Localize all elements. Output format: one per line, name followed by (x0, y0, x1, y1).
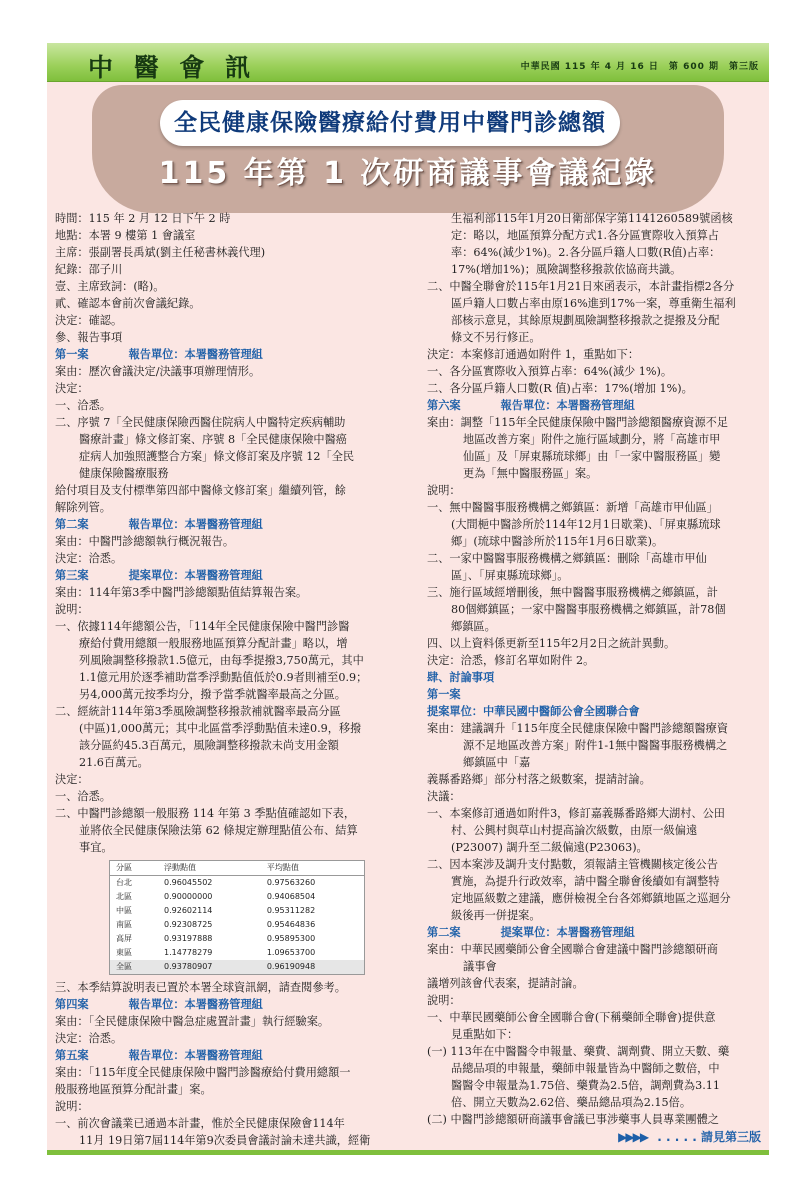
point-table-body (110, 876, 365, 975)
section-label: 第六案 (427, 398, 461, 412)
text-line: 該分區約45.3百萬元，風險調整移撥款未尚支用金額 (79, 739, 339, 752)
table-header-cell: 浮動點值 (158, 861, 261, 876)
text-line: 給付項目及支付標準第四部中醫條文修訂案」繼續列管，餘 (55, 484, 346, 497)
text-line: 案由：114年第3季中醫門診總額點值結算報告案。 (55, 586, 308, 599)
text-line: 一、中華民國藥師公會全國聯合會(下稱藥師全聯會)提供意 (427, 1011, 716, 1024)
text-line: 時間：115 年 2 月 12 日下午 2 時 (55, 212, 231, 225)
text-line: (大間梔中醫診所於114年12月1日歇業)、「屏東縣琉球 (451, 518, 721, 531)
text-line: 說明： (427, 994, 461, 1007)
title-line2: 115 年第 1 次研商議事會議紀錄 (158, 156, 658, 191)
table-row (110, 876, 365, 891)
text-line: 二、中醫門診總額一般服務 114 年第 3 季點值確認如下表， (55, 807, 356, 820)
text-line: 定地區級數之建議，應併檢視全台各郊鄉鎮地區之巡迴分 (451, 892, 731, 905)
text-line: 列風險調整移撥款1.5億元，由每季提撥3,750萬元，其中 (79, 654, 364, 667)
text-line: 一、本案修訂通過如附件3，修訂嘉義縣番路鄉大湖村、公田 (427, 807, 725, 820)
table-row (110, 918, 365, 932)
text-line: 一、前次會議業已通過本計畫，惟於全民健康保險會114年 (55, 1117, 345, 1130)
text-line: 案由：中華民國藥師公會全國聯合會建議中醫門診總額研商 (427, 943, 718, 956)
table-cell: 0.97563260 (266, 878, 316, 887)
footer-bar (47, 1150, 769, 1155)
text-line: 一、洽悉。 (55, 790, 111, 803)
text-line: 症病人加強照護整合方案」條文修訂案及序號 12「全民 (79, 450, 355, 463)
table-cell: 全區 (110, 960, 159, 975)
text-line: 般服務地區預算分配計畫」案。 (55, 1083, 212, 1096)
table-cell: 南區 (116, 920, 132, 929)
text-line: 決定：洽悉。 (55, 552, 123, 565)
text-line: 決定：洽悉，修訂名單如附件 2。 (427, 654, 595, 667)
section-unit: 提案單位：本署醫務管理組 (500, 925, 635, 939)
text-line: 壹、主席致詞：(略)。 (55, 280, 165, 293)
text-line: 提案單位：中華民國中醫師公會全國聯合會 (427, 704, 640, 718)
table-cell: 0.92308725 (164, 920, 213, 929)
table-row (110, 932, 365, 946)
continued-label: 請見第三版 (700, 1130, 761, 1144)
text-line: 議增列該會代表案，提請討論。 (427, 977, 584, 990)
text-line: 二、經統計114年第3季風險調整移撥款補就醫率最高分區 (55, 705, 341, 718)
text-line: 區戶籍人口數占率由原16%進到17%一案，尊重衛生福利 (451, 297, 736, 310)
text-line: 部核示意見，其餘原規劃風險調整移撥款之提撥及分配 (451, 314, 720, 327)
section-label: 第五案 (55, 1048, 89, 1062)
text-line: (一) 113年在中醫醫令申報量、藥費、調劑費、開立天數、藥 (427, 1045, 730, 1058)
table-cell: 北區 (116, 892, 132, 901)
text-line: 鄉鎮區。 (451, 620, 496, 633)
text-line: 案由：中醫門診總額執行概況報告。 (55, 535, 235, 548)
text-line: 三、施行區域經增刪後，無中醫醫事服務機構之鄉鎮區，計 (427, 586, 718, 599)
text-line: 療給付費用總額一般服務地區預算分配計畫」略以，增 (79, 637, 348, 650)
text-line: 更為「無中醫服務區」案。 (463, 467, 598, 480)
text-line: 解除列管。 (55, 501, 111, 514)
section-label: 第二案 (427, 925, 461, 939)
text-line (55, 996, 407, 1013)
text-line: 仙區」及「屏東縣琉球鄉」由「一家中醫服務區」變 (463, 450, 721, 463)
text-line: 二、各分區戶籍人口數(R 值)占率：17%(增加 1%)。 (427, 382, 693, 395)
section-unit: 提案單位：本署醫務管理組 (128, 568, 263, 582)
text-line: 決定： (55, 773, 89, 786)
section-label: 第二案 (55, 517, 89, 531)
text-line: (中區)1,000萬元；其中北區當季浮動點值未達0.9，移撥 (79, 722, 362, 735)
text-line: 決定：本案修訂通過如附件 1，重點如下： (427, 348, 640, 361)
table-cell: 1.09653700 (266, 948, 316, 957)
section-unit: 報告單位：本署醫務管理組 (128, 997, 263, 1011)
table-row (110, 946, 365, 960)
text-line: 21.6百萬元。 (79, 756, 149, 769)
section-label: 第一案 (55, 347, 89, 361)
text-line: 參、報告事項 (55, 331, 123, 344)
table-header-cell: 分區 (110, 861, 159, 876)
text-line: 區」、「屏東縣琉球鄉」。 (451, 569, 569, 582)
text-line: 義縣番路鄉」部分村落之級數案，提請討論。 (427, 773, 651, 786)
text-line: 一、洽悉。 (55, 399, 111, 412)
text-line: 條文不另行修正。 (451, 331, 541, 344)
text-line: 健康保險醫療服務 (79, 467, 169, 480)
text-line: 第一案 (427, 687, 461, 701)
title-line1-box (160, 100, 620, 146)
point-value-table (109, 860, 365, 975)
table-cell: 中區 (116, 906, 132, 915)
table-cell: 0.94068504 (266, 892, 316, 901)
table-cell: 東區 (116, 948, 132, 957)
text-line: 決議： (427, 790, 461, 803)
text-line: 二、序號 7「全民健康保險西醫住院病人中醫特定疾病輔助 (55, 416, 346, 429)
text-line: 村、公興村與草山村提高論次級數，由原一級偏遠 (451, 824, 698, 837)
section-label: 第三案 (55, 568, 89, 582)
table-row (110, 960, 365, 975)
table-cell: 0.95895300 (266, 934, 316, 943)
table-row (110, 904, 365, 918)
text-line: 11月 19日第7屆114年第9次委員會議討論未達共識，經衛 (79, 1134, 371, 1147)
text-line (427, 397, 763, 414)
text-line: 醫醫令申報量為1.75倍、藥費為2.5倍，調劑費為3.11 (451, 1079, 720, 1092)
table-header-cell: 平均點值 (261, 861, 365, 876)
text-line: 案由：調整「115年全民健康保險中醫門診總額醫療資源不足 (427, 416, 729, 429)
text-line: 案由：「115年度全民健康保險中醫門診醫療給付費用總額一 (55, 1066, 351, 1079)
text-line: 實施，為提升行政效率，請中醫全聯會後續如有調整特 (451, 875, 720, 888)
text-line: 二、因本案涉及調升支付點數，須報請主管機關核定後公告 (427, 858, 718, 871)
table-cell: 0.95311282 (266, 906, 316, 915)
table-cell: 高屏 (116, 934, 132, 943)
section-label: 第四案 (55, 997, 89, 1011)
table-cell: 0.93780907 (158, 960, 261, 975)
text-line: 決定：洽悉。 (55, 1032, 123, 1045)
text-line: 一、依據114年總額公告，「114年全民健康保險中醫門診醫 (55, 620, 350, 633)
text-line: (二) 中醫門診總額研商議事會議已事涉藥事人員專業團體之 (427, 1113, 719, 1126)
text-line: 議事會 (463, 960, 497, 973)
section-unit: 報告單位：本署醫務管理組 (500, 398, 635, 412)
left-lines (55, 210, 407, 856)
text-line: 案由：建議調升「115年度全民健康保險中醫門診總額醫療資 (427, 722, 729, 735)
right-column (427, 210, 763, 1128)
text-line: 級後再一併提案。 (451, 909, 541, 922)
text-line: 案由：歷次會議決定/決議事項辦理情形。 (55, 365, 261, 378)
table-cell: 0.96190948 (261, 960, 365, 975)
text-line: 決定： (55, 382, 89, 395)
table-cell: 0.95464836 (266, 920, 316, 929)
text-line: 倍、開立天數為2.62倍、藥品總品項為2.15倍。 (451, 1096, 692, 1109)
masthead: 中 醫 會 訊 (88, 53, 257, 82)
text-line: 案由：「全民健康保險中醫急症處置計畫」執行經驗案。 (55, 1015, 330, 1028)
text-line: 地區改善方案」附件之施行區域劃分，將「高雄市甲 (463, 433, 721, 446)
continued-dots: . . . . . (657, 1130, 697, 1144)
point-table-header (110, 861, 365, 876)
arrows-icon: ▶▶▶▶ (618, 1130, 648, 1144)
text-line: 醫療計畫」條文修訂案、序號 8「全民健康保險中醫癌 (79, 433, 347, 446)
text-line: 二、一家中醫醫事服務機構之鄉鎮區：刪除「高雄市甲仙 (427, 552, 707, 565)
text-line (427, 924, 763, 941)
text-line: 四、以上資料係更新至115年2月2日之統計異動。 (427, 637, 676, 650)
text-line: 率：64%(減少1%)。2.各分區戶籍人口數(R值)占率： (451, 246, 721, 259)
text-line: 貳、確認本會前次會議紀錄。 (55, 297, 201, 310)
left-lines-after (55, 979, 407, 1149)
table-cell: 0.92602114 (164, 906, 213, 915)
text-line: 源不足地區改善方案」附件1-1無中醫醫事服務機構之 (463, 739, 728, 752)
continued-note (618, 1128, 761, 1145)
text-line: 17%(增加1%)；風險調整移撥款依協商共識。 (451, 263, 682, 276)
text-line (55, 516, 407, 533)
text-line: 主席：張副署長禹斌(劉主任秘書林義代理) (55, 246, 266, 259)
text-line: 1.1億元用於逐季補助當季浮動點值低於0.9者則補至0.9； (79, 671, 368, 684)
table-cell: 0.90000000 (164, 892, 213, 901)
text-line: 鄉」(琉球中醫診所於115年1月6日歇業)。 (451, 535, 664, 548)
text-line: 地點：本署 9 樓第 1 會議室 (55, 229, 196, 242)
text-line: 一、各分區實際收入預算占率：64%(減少 1%)。 (427, 365, 673, 378)
table-cell: 台北 (116, 878, 132, 887)
table-cell: 0.96045502 (164, 878, 213, 887)
text-line: 定：略以，地區預算分配方式1.各分區實際收入預算占 (451, 229, 719, 242)
table-row (110, 890, 365, 904)
text-line: 說明： (55, 603, 89, 616)
text-line: 並將依全民健康保險法第 62 條規定辦理點值公布、結算 (79, 824, 358, 837)
table-cell: 1.14778279 (164, 948, 213, 957)
text-line: 另4,000萬元按季均分，撥予當季就醫率最高之分區。 (79, 688, 346, 701)
table-cell: 0.93197888 (164, 934, 213, 943)
left-column (55, 210, 407, 1149)
text-line: 二、中醫全聯會於115年1月21日來函表示，本計畫指標2各分 (427, 280, 735, 293)
right-lines (427, 210, 763, 1128)
section-unit: 報告單位：本署醫務管理組 (128, 517, 263, 531)
issue-info: 中華民國 115 年 4 月 16 日 第 600 期 第三版 (520, 62, 759, 72)
text-line (55, 1047, 407, 1064)
section-unit: 報告單位：本署醫務管理組 (128, 347, 263, 361)
text-line: 80個鄉鎮區；一家中醫醫事服務機構之鄉鎮區，計78個 (451, 603, 726, 616)
section-unit: 報告單位：本署醫務管理組 (128, 1048, 263, 1062)
text-line: 肆、討論事項 (427, 670, 495, 684)
text-line (55, 567, 407, 584)
text-line: 紀錄：邵子川 (55, 263, 123, 276)
text-line: 事宜。 (79, 841, 113, 854)
text-line: (P23007) 調升至二級偏遠(P23063)。 (451, 841, 648, 854)
text-line (55, 346, 407, 363)
text-line: 決定：確認。 (55, 314, 123, 327)
text-line: 三、本季結算說明表已置於本署全球資訊網，請查閱參考。 (55, 981, 346, 994)
text-line: 說明： (55, 1100, 89, 1113)
text-line: 說明： (427, 484, 461, 497)
title-line1: 全民健康保險醫療給付費用中醫門診總額 (174, 110, 606, 136)
text-line: 品總品項的申報量，藥師申報量皆為中醫師之數倍，中 (451, 1062, 720, 1075)
text-line: 生福利部115年1月20日衛部保字第1141260589號函核 (451, 212, 733, 225)
text-line: 見重點如下： (451, 1028, 519, 1041)
text-line: 鄉鎮區中「嘉 (463, 756, 531, 769)
text-line: 一、無中醫醫事服務機構之鄉鎮區：新增「高雄市甲仙區」 (427, 501, 718, 514)
